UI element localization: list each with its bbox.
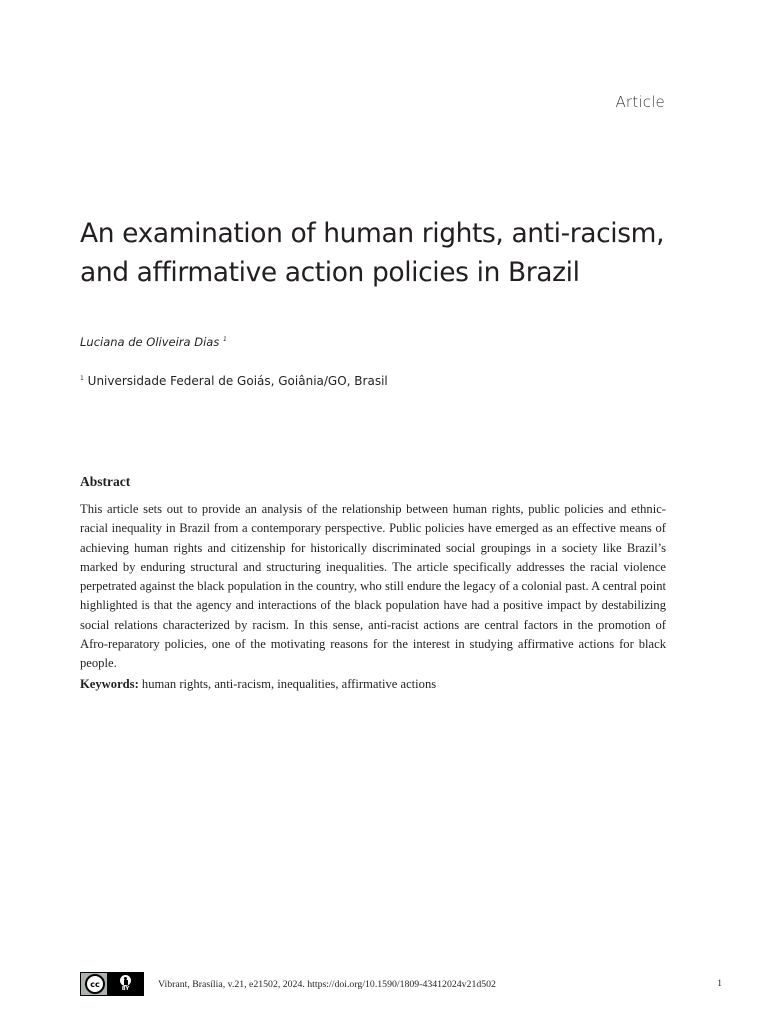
keywords-list: human rights, anti-racism, inequalities, affirmative actions bbox=[141, 677, 437, 691]
title-line-2: and affirmative action policies in Brazil bbox=[80, 257, 580, 288]
affiliation-marker: 1 bbox=[80, 375, 84, 382]
by-label: BY bbox=[121, 986, 130, 992]
article-type-label: Article bbox=[615, 93, 665, 111]
abstract-heading: Abstract bbox=[80, 474, 131, 489]
cc-by-license-badge[interactable] bbox=[80, 972, 144, 996]
page-number: 1 bbox=[717, 979, 722, 989]
article-title bbox=[80, 214, 680, 292]
title-line-1: An examination of human rights, anti-racism, bbox=[80, 218, 665, 249]
person-icon bbox=[120, 975, 131, 986]
author-affiliation-marker: 1 bbox=[222, 336, 227, 344]
keywords bbox=[80, 675, 666, 694]
keywords-label: Keywords: bbox=[80, 677, 139, 691]
cc-icon: cc bbox=[85, 974, 105, 994]
page-footer bbox=[80, 972, 722, 998]
author bbox=[80, 335, 227, 349]
author-name: Luciana de Oliveira Dias bbox=[80, 335, 220, 349]
affiliation-text: Universidade Federal de Goiás, Goiânia/GO, Brasil bbox=[87, 374, 388, 388]
affiliation bbox=[80, 374, 388, 388]
by-attribution-block bbox=[107, 973, 144, 995]
abstract-body: This article sets out to provide an analysis of the relationship between human rights, public policies and ethnic-racial inequality in Brazil from a contemporary perspective. Public policies have emerged as an effective means of achieving human rights and citizenship for historically discriminated social groupings in a society like Brazil’s marked by enduring structural and structuring inequalities. The article specifically addresses the racial violence perpetrated against the black population in the country, who still endure the legacy of a colonial past. A central point highlighted is that the agency and interactions of the black population have had a positive impact by destabilizing social relations characterized by racism. In this sense, anti-racist actions are central factors in the promotion of Afro-reparatory policies, one of the motivating reasons for the interest in studying affirmative actions for black people. bbox=[80, 502, 666, 671]
citation-doi-link[interactable]: Vibrant, Brasília, v.21, e21502, 2024. https://doi.org/10.1590/1809-43412024v21d502 bbox=[158, 979, 496, 990]
